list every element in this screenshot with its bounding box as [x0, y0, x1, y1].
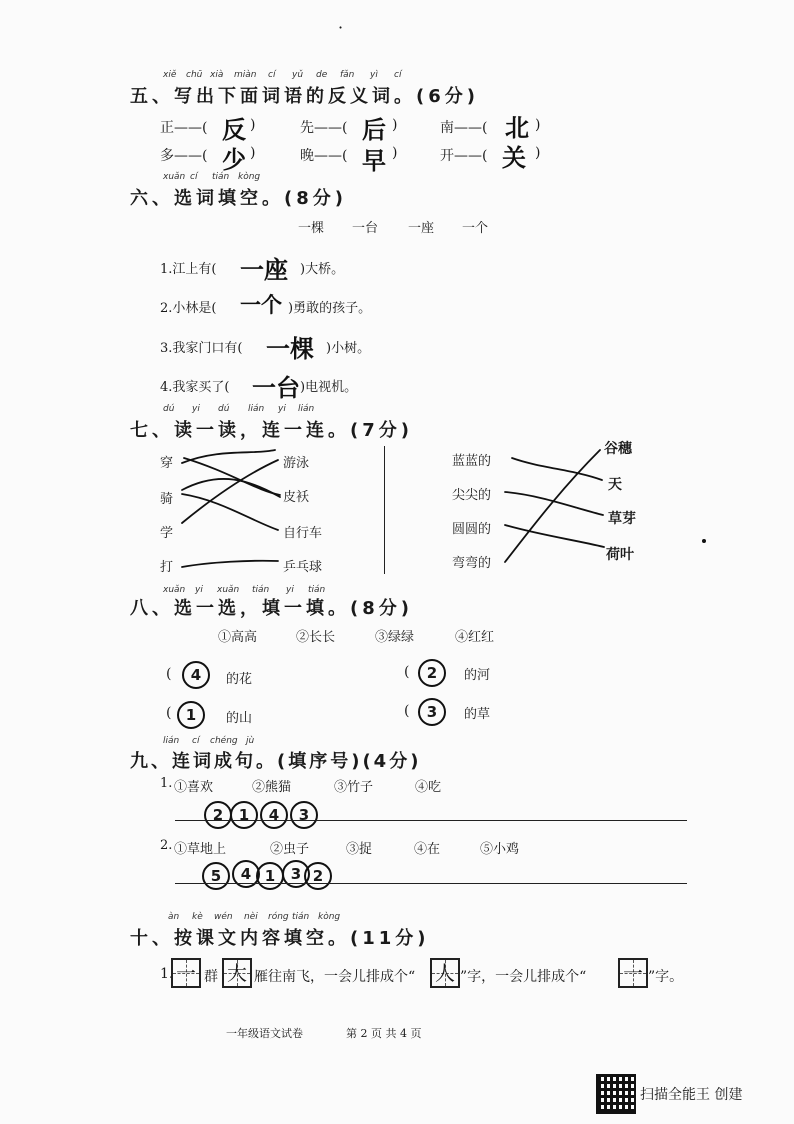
option: 一台 — [352, 221, 379, 236]
antonym-item: 南——( — [440, 120, 488, 136]
phrase: 的河 — [464, 668, 491, 683]
pinyin-1: yi — [195, 585, 203, 595]
pinyin-0: xuǎn — [163, 585, 186, 595]
line-wan-gu — [505, 450, 600, 562]
pinyin-2: dú — [218, 404, 230, 414]
paren-close: ) — [250, 145, 256, 161]
phrase: 的花 — [226, 672, 253, 687]
paren-open: ( — [404, 664, 410, 680]
noun-hw: 草芽 — [608, 511, 636, 527]
top-mark: · — [338, 18, 344, 37]
answer-line — [175, 883, 687, 884]
order-answer: 5 — [202, 862, 230, 890]
answer-circle: 4 — [182, 661, 210, 689]
line-qi-piao — [182, 479, 280, 497]
pinyin-3: tián — [252, 585, 270, 595]
question-answer: 一棵 — [266, 335, 314, 363]
section-9-heading: 九、连词成句。(填序号)(4分) — [130, 751, 422, 772]
verb: 打 — [160, 560, 174, 575]
pinyin-5: tián — [292, 912, 310, 922]
word: ③捉 — [346, 842, 373, 857]
text-fragment: ”字。 — [648, 969, 684, 985]
answer-circle: 3 — [418, 698, 446, 726]
pinyin-2: chéng — [210, 736, 238, 746]
paren-close: ) — [535, 145, 541, 161]
adjective: 弯弯的 — [452, 556, 492, 571]
option: 一棵 — [298, 221, 325, 236]
antonym-item: 先——( — [300, 120, 348, 136]
antonym-item: 开——( — [440, 148, 488, 164]
pinyin-1: cí — [190, 172, 198, 182]
pinyin-5: tián — [308, 585, 326, 595]
option: ②长长 — [296, 630, 336, 645]
order-answer: 3 — [290, 801, 318, 829]
section-10-heading: 十、按课文内容填空。(11分) — [130, 928, 430, 949]
order-answer: 4 — [260, 801, 288, 829]
pinyin-6: de — [316, 70, 328, 80]
paren-close: ) — [392, 117, 398, 133]
verb: 学 — [160, 526, 174, 541]
page-number: 第 2 页 共 4 页 — [346, 1027, 422, 1040]
box-char: 一 — [176, 961, 196, 985]
antonym-answer: 北 — [505, 114, 529, 142]
line-jian-cao — [505, 492, 603, 515]
line-num: 1. — [160, 966, 174, 982]
tian-box — [171, 958, 201, 988]
pinyin-6: kòng — [318, 912, 341, 922]
section-8-heading: 八、选一选，填一填。(8分) — [130, 598, 413, 619]
pinyin-0: xiě — [163, 70, 177, 80]
pinyin-2: wén — [214, 912, 233, 922]
pinyin-4: yi — [278, 404, 286, 414]
order-answer: 2 — [204, 801, 232, 829]
pinyin-9: cí — [394, 70, 402, 80]
pinyin-3: kòng — [238, 172, 261, 182]
tian-box — [222, 958, 252, 988]
section-6-heading: 六、选词填空。(8分) — [130, 188, 347, 209]
antonym-item: 多——( — [160, 148, 208, 164]
pinyin-8: yì — [370, 70, 378, 80]
verb: 骑 — [160, 492, 174, 507]
order-answer: 3 — [282, 860, 310, 888]
question-pre: 2.小林是( — [160, 301, 217, 316]
question-post: )电视机。 — [300, 380, 358, 395]
order-answer: 1 — [256, 862, 284, 890]
antonym-answer: 少 — [222, 146, 246, 174]
option: ④红红 — [455, 630, 495, 645]
pinyin-3: miàn — [234, 70, 257, 80]
question-answer: 一台 — [252, 374, 300, 402]
noun: 游泳 — [283, 456, 310, 471]
paren-open: ( — [404, 703, 410, 719]
question-post: )大桥。 — [300, 262, 345, 277]
word: ①喜欢 — [174, 780, 214, 795]
word: ④吃 — [415, 780, 442, 795]
text-fragment: 雁往南飞，一会儿排成个“ — [254, 969, 416, 985]
box-char: 人 — [435, 961, 455, 985]
noun: 自行车 — [283, 526, 323, 541]
option: ③绿绿 — [375, 630, 415, 645]
noun-hw: 荷叶 — [606, 547, 634, 563]
pinyin-1: yi — [192, 404, 200, 414]
box-char: 一 — [623, 961, 643, 985]
answer-circle: 2 — [418, 659, 446, 687]
antonym-answer: 关 — [502, 144, 526, 172]
scanner-watermark: 扫描全能王 创建 — [640, 1087, 743, 1103]
noun-hw: 谷穗 — [604, 441, 632, 457]
adjective: 圆圆的 — [452, 522, 492, 537]
verb: 穿 — [160, 456, 174, 471]
paren-open: ( — [166, 705, 172, 721]
text-fragment: 群 — [204, 969, 218, 985]
word: ③竹子 — [334, 780, 374, 795]
paren-close: ) — [535, 117, 541, 133]
pinyin-3: lián — [248, 404, 265, 414]
tian-box — [430, 958, 460, 988]
phrase: 的山 — [226, 711, 253, 726]
option: ①高高 — [218, 630, 258, 645]
order-answer: 1 — [230, 801, 258, 829]
word: ②熊猫 — [252, 780, 292, 795]
pinyin-1: kè — [192, 912, 203, 922]
adjective: 蓝蓝的 — [452, 454, 492, 469]
paren-close: ) — [392, 145, 398, 161]
exam-title: 一年级语文试卷 — [226, 1027, 303, 1040]
pinyin-2: tián — [212, 172, 230, 182]
question-pre: 1.江上有( — [160, 262, 217, 277]
question-answer: 一个 — [240, 293, 282, 317]
option: 一个 — [462, 221, 489, 236]
stray-dot — [702, 539, 706, 543]
q-label: 1. — [160, 776, 173, 791]
pinyin-4: cí — [268, 70, 276, 80]
pinyin-0: dú — [163, 404, 175, 414]
word: ②虫子 — [270, 842, 310, 857]
question-pre: 3.我家门口有( — [160, 341, 243, 356]
word: ⑤小鸡 — [480, 842, 520, 857]
question-answer: 一座 — [240, 256, 288, 284]
qr-code-icon — [596, 1074, 636, 1114]
pinyin-5: lián — [298, 404, 315, 414]
text-fragment: ”字，一会儿排成个“ — [460, 969, 587, 985]
question-pre: 4.我家买了( — [160, 380, 230, 395]
pinyin-7: fǎn — [340, 70, 355, 80]
antonym-item: 晚——( — [300, 148, 348, 164]
pinyin-0: lián — [163, 736, 180, 746]
word: ④在 — [414, 842, 441, 857]
pinyin-2: xià — [210, 70, 224, 80]
noun: 皮袄 — [283, 490, 310, 505]
order-answer: 4 — [232, 860, 260, 888]
pinyin-5: yǔ — [292, 70, 304, 80]
line-da-ping — [182, 561, 278, 567]
section-7-heading: 七、读一读，连一连。(7分) — [130, 420, 413, 441]
box-char: 大 — [227, 961, 247, 985]
antonym-answer: 后 — [362, 116, 386, 144]
antonym-answer: 早 — [362, 147, 386, 175]
paren-close: ) — [250, 117, 256, 133]
pinyin-0: xuǎn — [163, 172, 186, 182]
pinyin-3: nèi — [244, 912, 258, 922]
order-answer: 2 — [304, 862, 332, 890]
adjective: 尖尖的 — [452, 488, 492, 503]
answer-line — [175, 820, 687, 821]
word: ①草地上 — [174, 842, 227, 857]
pinyin-1: cí — [192, 736, 200, 746]
pinyin-4: róng — [268, 912, 289, 922]
q-label: 2. — [160, 838, 173, 853]
antonym-answer: 反 — [222, 116, 246, 144]
noun-hw: 天 — [608, 477, 622, 493]
line-xue-you — [182, 460, 278, 523]
noun: 乒乓球 — [283, 560, 323, 575]
pinyin-0: àn — [168, 912, 180, 922]
option: 一座 — [408, 221, 435, 236]
question-post: )勇敢的孩子。 — [288, 301, 372, 316]
antonym-item: 正——( — [160, 120, 208, 136]
section-5-heading: 五、写出下面词语的反义词。(6分) — [130, 86, 479, 107]
answer-circle: 1 — [177, 701, 205, 729]
tian-box — [618, 958, 648, 988]
phrase: 的草 — [464, 707, 491, 722]
pinyin-1: chū — [186, 70, 203, 80]
pinyin-3: jù — [246, 736, 255, 746]
pinyin-2: xuǎn — [217, 585, 240, 595]
pinyin-4: yi — [286, 585, 294, 595]
question-post: )小树。 — [326, 341, 371, 356]
paren-open: ( — [166, 666, 172, 682]
